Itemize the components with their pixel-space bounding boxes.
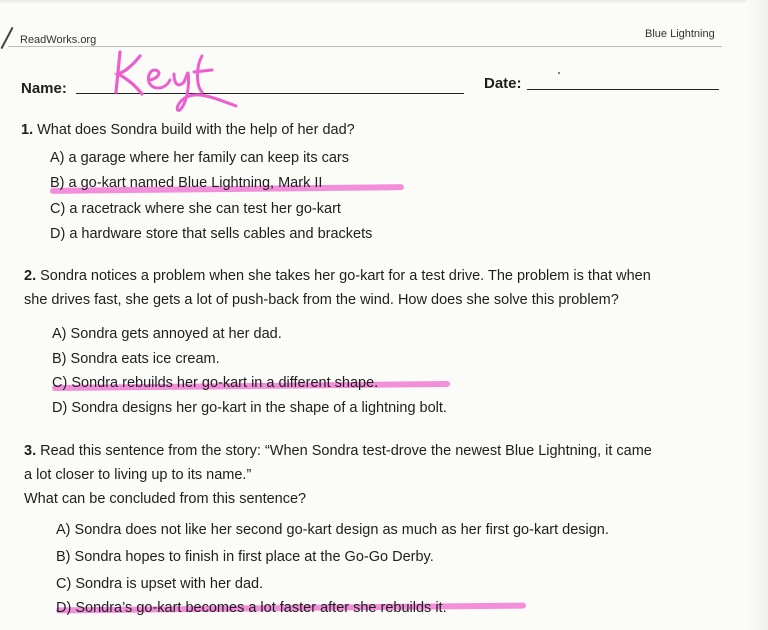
question-3 [24,439,652,511]
stray-mark [558,72,560,74]
q3-option-a: A) Sondra does not like her second go-kart design as much as her first go-kart design. [56,522,609,538]
question-3-number: 3. [24,443,37,459]
scan-edge-top [0,0,768,4]
question-3-text-line2: a lot closer to living up to its name.” [24,467,252,483]
q1-option-b: B) a go-kart named Blue Lightning, Mark II [50,175,323,191]
q3-option-b: B) Sondra hopes to finish in first place at the Go-Go Derby. [56,549,434,565]
question-3-text-line3: What can be concluded from this sentence? [24,491,307,507]
question-2 [24,264,651,312]
handwritten-key-signature [106,44,246,114]
q2-option-b: B) Sondra eats ice cream. [52,351,220,367]
q2-option-c: C) Sondra rebuilds her go-kart in a different shape. [52,375,379,391]
q3-option-d: D) Sondra’s go-kart becomes a lot faster after she rebuilds it. [56,600,447,616]
site-logo: ReadWorks.org [20,34,97,46]
q1-option-d: D) a hardware store that sells cables and brackets [50,226,373,242]
q2-option-a: A) Sondra gets annoyed at her dad. [52,326,282,342]
date-label: Date: [484,75,522,92]
scan-edge-right [746,0,768,630]
question-1 [21,118,355,142]
q2-option-d: D) Sondra designs her go-kart in the shape of a lightning bolt. [52,400,447,416]
question-1-text: What does Sondra build with the help of her dad? [37,122,355,138]
question-1-number: 1. [21,122,34,138]
question-2-number: 2. [24,268,37,284]
q1-option-c: C) a racetrack where she can test her go-kart [50,201,341,217]
question-2-text-line2: she drives fast, she gets a lot of push-back from the wind. How does she solve this problem? [24,292,619,308]
question-3-text-line1: Read this sentence from the story: “When Sondra test-drove the newest Blue Lightning, it came [40,443,652,459]
q1-option-a: A) a garage where her family can keep its cars [50,150,349,166]
question-2-text-line1: Sondra notices a problem when she takes her go-kart for a test drive. The problem is that when [40,268,651,284]
date-field-line [527,89,719,90]
story-title: Blue Lightning [645,28,715,40]
name-label: Name: [21,80,67,97]
q3-option-c: C) Sondra is upset with her dad. [56,576,264,592]
